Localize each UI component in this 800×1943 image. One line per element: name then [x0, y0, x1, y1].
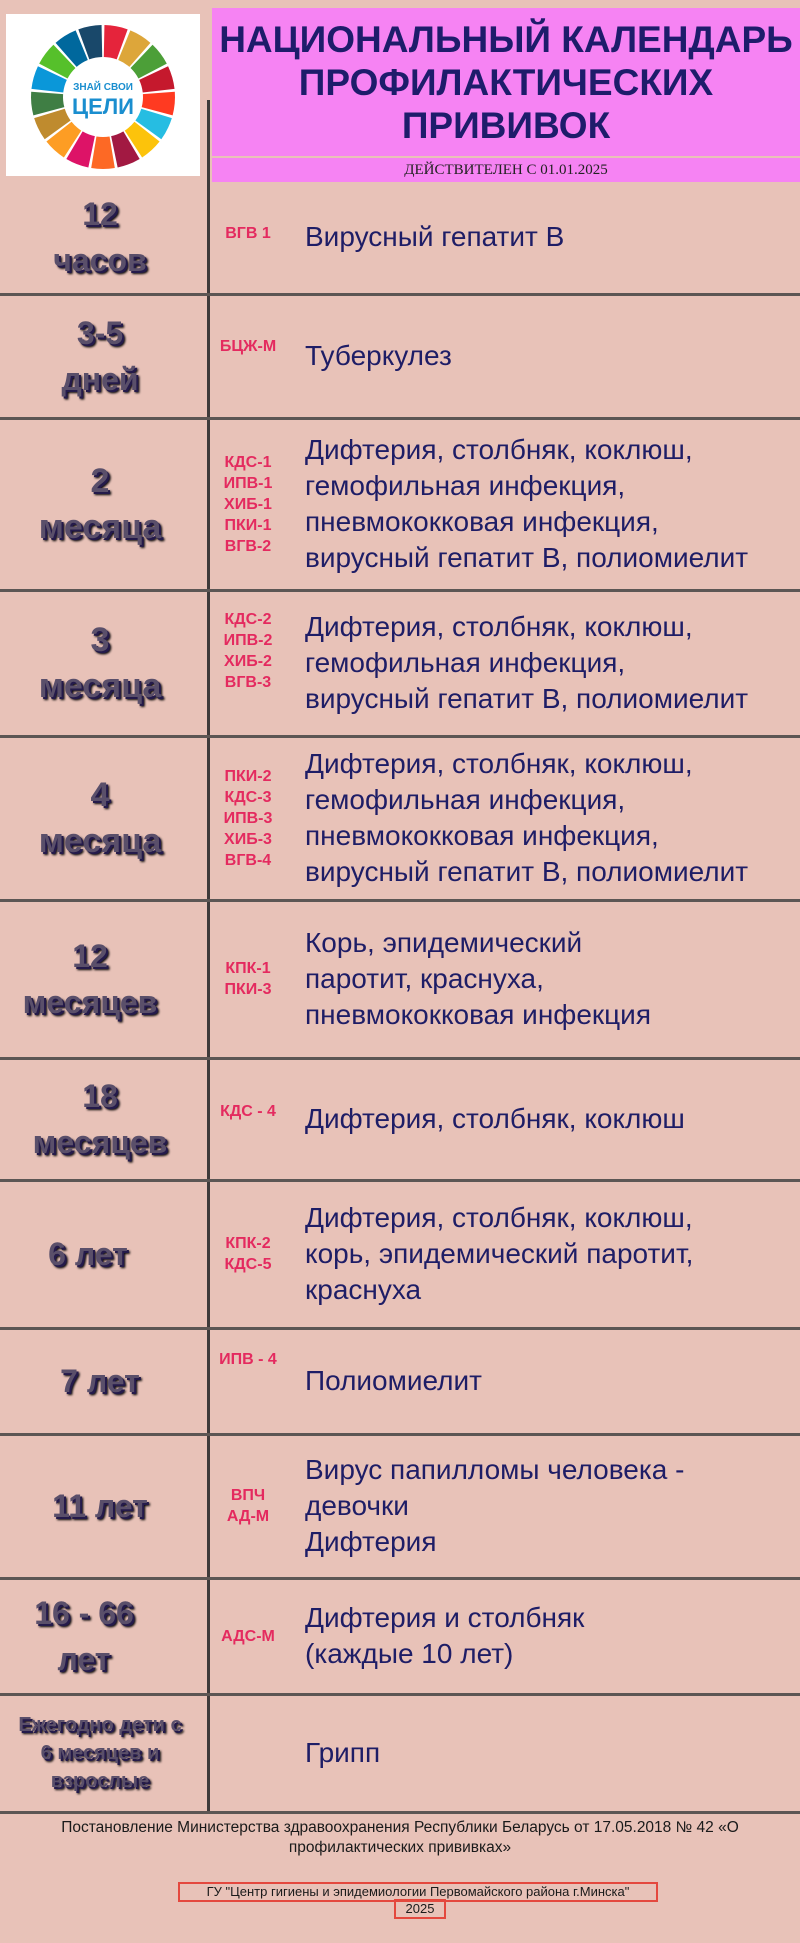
- table-row: [0, 418, 800, 590]
- row-divider: [0, 1811, 800, 1814]
- vaccine-codes: АДС-М: [221, 1627, 275, 1645]
- table-row: [0, 180, 800, 294]
- age-label: 2 месяца: [38, 462, 162, 546]
- age-label: 4 месяца: [38, 776, 162, 860]
- table-row: [0, 900, 800, 1058]
- organization-label: ГУ "Центр гигиены и эпидемиологии Первомайского района г.Минска": [178, 1882, 658, 1902]
- disease-list: Дифтерия, столбняк, коклюш, корь, эпидемический паротит, краснуха: [305, 1202, 694, 1305]
- table-row: [0, 1694, 800, 1812]
- age-label: 16 - 66 лет: [34, 1595, 134, 1677]
- disease-list: Дифтерия, столбняк, коклюш, гемофильная инфекция, пневмококковая инфекция, вирусный гепатит В, полиомиелит: [305, 748, 749, 887]
- table-row: [0, 1328, 800, 1434]
- age-label: 3 месяца: [38, 621, 162, 705]
- table-row: [0, 736, 800, 900]
- age-label: 3-5 дней: [61, 315, 139, 397]
- vaccine-codes: КДС-1 ИПВ-1 ХИБ-1 ПКИ-1 ВГВ-2: [223, 453, 273, 555]
- disease-list: Корь, эпидемический паротит, краснуха, пневмококковая инфекция: [305, 927, 651, 1030]
- vaccine-codes: КПК-1 ПКИ-3: [224, 960, 272, 998]
- vaccine-codes: БЦЖ-М: [219, 337, 277, 355]
- vaccine-codes: [208, 1694, 288, 1812]
- logo-container: [6, 14, 200, 176]
- disease-list: Дифтерия и столбняк (каждые 10 лет): [305, 1602, 585, 1669]
- table-row: [0, 1058, 800, 1180]
- disease-list: Грипп: [305, 1737, 381, 1768]
- sdg-logo-icon: [28, 22, 178, 172]
- vaccine-codes: КДС - 4: [220, 1102, 276, 1120]
- vaccine-codes: ВПЧ АД-М: [226, 1487, 270, 1525]
- age-label: Ежегодно дети с 6 месяцев и взрослые: [18, 1714, 182, 1792]
- vaccine-codes: КДС-2 ИПВ-2 ХИБ-2 ВГВ-3: [223, 611, 273, 691]
- disease-list: Дифтерия, столбняк, коклюш: [305, 1103, 685, 1134]
- table-row: [0, 590, 800, 736]
- logo-caption: ЗНАЙ СВОИ: [73, 82, 133, 93]
- disease-list: Вирусный гепатит В: [305, 221, 565, 252]
- validity-banner: [212, 158, 800, 182]
- year-label: 2025: [394, 1899, 446, 1919]
- table-row: [0, 294, 800, 418]
- age-label: 6 лет: [48, 1236, 128, 1272]
- disease-list: Вирус папилломы человека - девочки Дифтерия: [305, 1454, 685, 1557]
- disease-list: Туберкулез: [305, 340, 452, 371]
- age-label: 18 месяцев: [32, 1078, 168, 1160]
- age-label: 11 лет: [52, 1488, 148, 1524]
- decree-reference: Постановление Министерства здравоохранения Республики Беларусь от 17.05.2018 № 42 «О профилактических прививках»: [61, 1819, 739, 1856]
- table-row: [0, 1434, 800, 1578]
- age-label: 12 часов: [53, 196, 147, 278]
- table-row: [0, 1578, 800, 1694]
- disease-list: Полиомиелит: [305, 1365, 482, 1396]
- title-banner: [212, 8, 800, 156]
- vaccine-codes: КПК-2 КДС-5: [224, 1235, 272, 1273]
- vaccine-codes: ИПВ - 4: [219, 1350, 277, 1368]
- header: [0, 0, 800, 180]
- logo-segment: [91, 136, 115, 169]
- table-row: [0, 1180, 800, 1328]
- page-title: НАЦИОНАЛЬНЫЙ КАЛЕНДАРЬ ПРОФИЛАКТИЧЕСКИХ ПРИВИВОК: [219, 18, 793, 146]
- disease-list: Дифтерия, столбняк, коклюш, гемофильная инфекция, вирусный гепатит В, полиомиелит: [305, 611, 749, 714]
- age-label: 12 месяцев: [22, 938, 158, 1020]
- vaccine-codes: ПКИ-2 КДС-3 ИПВ-3 ХИБ-3 ВГВ-4: [223, 767, 273, 869]
- disease-list: Дифтерия, столбняк, коклюш, гемофильная инфекция, пневмококковая инфекция, вирусный гепатит В, полиомиелит: [305, 434, 749, 573]
- age-label: 7 лет: [60, 1363, 140, 1399]
- validity-date: ДЕЙСТВИТЕЛЕН С 01.01.2025: [404, 161, 608, 178]
- vaccine-codes: ВГВ 1: [225, 224, 271, 242]
- logo-title: ЦЕЛИ: [72, 94, 134, 119]
